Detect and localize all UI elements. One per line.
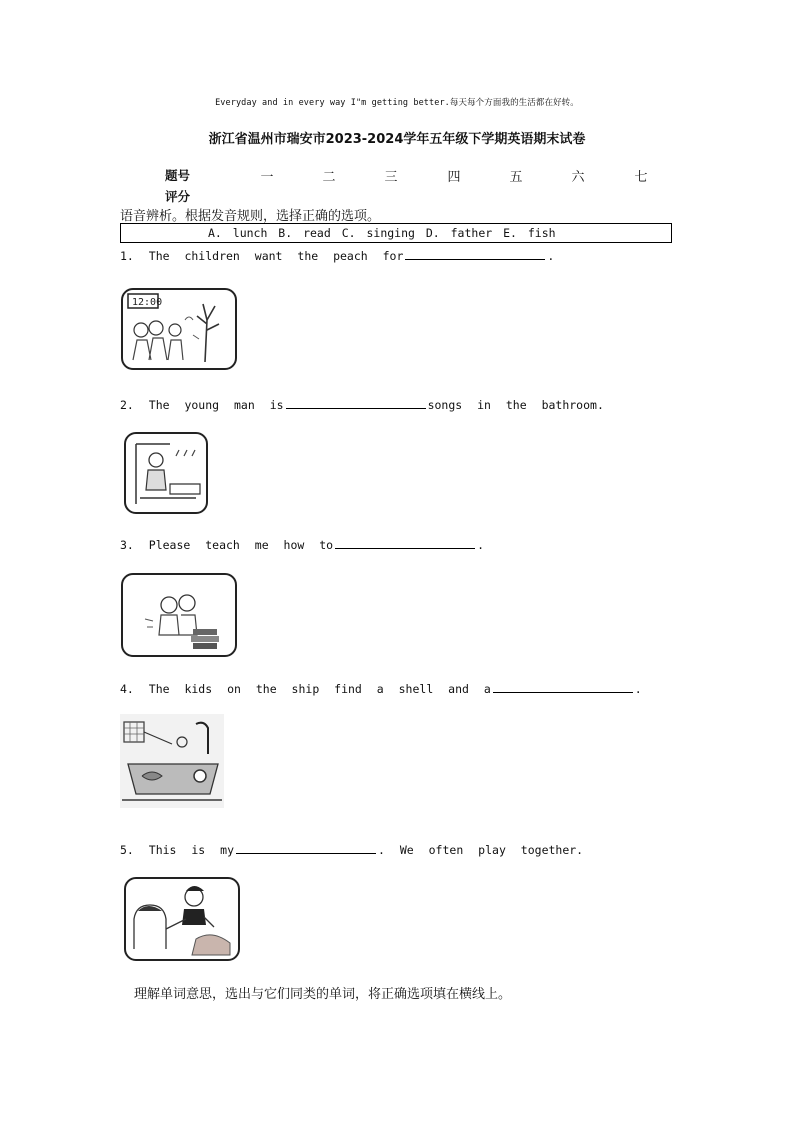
question-1-text: 1. The children want the peach for	[120, 249, 404, 263]
question-4-suffix: .	[634, 682, 642, 696]
question-2-suffix: songs in the bathroom.	[427, 398, 604, 412]
score-col-1: 一	[260, 170, 274, 185]
picture-5-man-and-boy	[124, 877, 240, 961]
clock-text: 12:00	[132, 297, 163, 308]
picture-4-kids-ship	[120, 714, 224, 808]
score-table-row-label: 评分	[165, 189, 191, 204]
answer-blank-1[interactable]	[405, 247, 545, 260]
score-col-6: 六	[571, 170, 585, 185]
answer-blank-5[interactable]	[236, 841, 376, 854]
picture-3-kids-books	[121, 573, 237, 657]
score-col-7: 七	[634, 170, 648, 185]
question-1	[120, 247, 554, 263]
options-box: A. lunch B. read C. singing D. father E. fish	[120, 223, 672, 243]
question-3-suffix: .	[477, 538, 485, 552]
question-4-text: 4. The kids on the ship find a shell and a	[120, 682, 491, 696]
question-3	[120, 536, 484, 552]
question-1-suffix: .	[547, 249, 555, 263]
question-4	[120, 680, 642, 696]
section2-instruction: 理解单词意思，选出与它们同类的单词，将正确选项填在横线上。	[134, 987, 512, 1002]
score-col-3: 三	[384, 170, 398, 185]
question-5-text: 5. This is my	[120, 843, 235, 857]
exam-title: 浙江省温州市瑞安市2023-2024学年五年级下学期英语期末试卷	[208, 132, 586, 147]
question-2-text: 2. The young man is	[120, 398, 284, 412]
answer-blank-2[interactable]	[286, 396, 426, 409]
answer-blank-3[interactable]	[335, 536, 475, 549]
score-col-4: 四	[447, 170, 461, 185]
score-col-5: 五	[509, 170, 523, 185]
picture-1-kids-clock-tree	[121, 288, 237, 370]
score-table-header-label: 题号	[165, 168, 191, 183]
motto-line: Everyday and in every way I"m getting better.每天每个方面我的生活都在好转。	[215, 98, 579, 108]
question-5	[120, 841, 583, 857]
question-3-text: 3. Please teach me how to	[120, 538, 334, 552]
picture-2-man-bathroom	[124, 432, 208, 514]
section1-instruction: 语音辨析。根据发音规则，选择正确的选项。	[120, 209, 381, 224]
answer-blank-4[interactable]	[493, 680, 633, 693]
score-col-2: 二	[322, 170, 336, 185]
question-2	[120, 396, 604, 412]
question-5-suffix: . We often play together.	[378, 843, 584, 857]
